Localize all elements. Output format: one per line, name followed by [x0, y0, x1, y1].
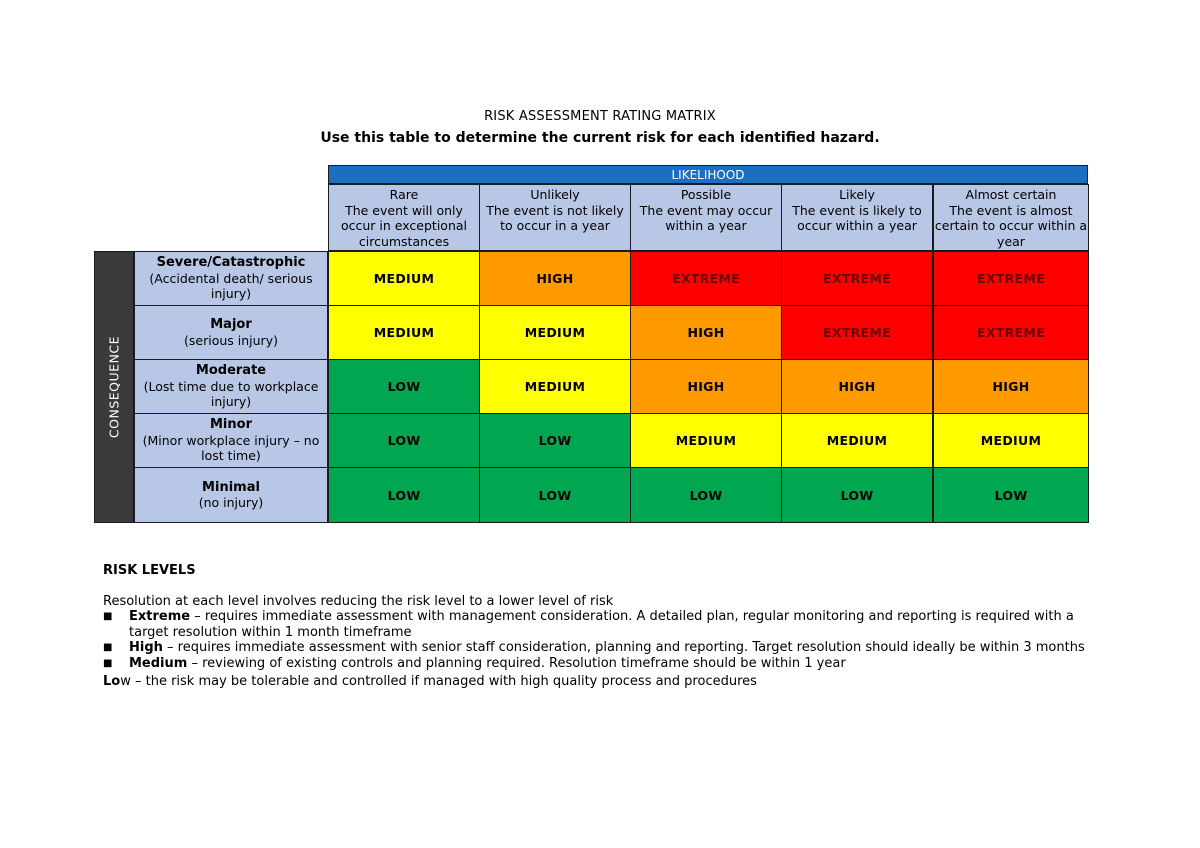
consequence-desc: (Lost time due to workplace injury)	[143, 378, 319, 410]
risk-cell: LOW	[328, 413, 480, 468]
page-title: RISK ASSESSMENT RATING MATRIX	[484, 109, 716, 124]
consequence-name: Major	[210, 317, 252, 332]
legend-item-high	[103, 640, 1103, 656]
bullet-icon: ■	[103, 611, 113, 622]
consequence-desc: (Minor workplace injury – no lost time)	[142, 432, 320, 464]
legend-text: – requires immediate assessment with management consideration. A detailed plan, regular monitoring and reporting is required with a target resolution within 1 month timeframe	[129, 609, 1074, 640]
risk-cell: HIGH	[630, 359, 782, 414]
risk-cell: EXTREME	[630, 251, 782, 306]
legend-text: w – the risk may be tolerable and controlled if managed with high quality process and procedures	[120, 674, 757, 689]
legend-intro: Resolution at each level involves reducing the risk level to a lower level of risk	[103, 593, 614, 609]
consequence-minor	[134, 413, 328, 468]
risk-cell: EXTREME	[933, 305, 1089, 360]
likelihood-unlikely	[479, 184, 631, 251]
risk-cell: HIGH	[630, 305, 782, 360]
risk-cell: MEDIUM	[479, 359, 631, 414]
likelihood-almost-certain	[933, 184, 1089, 251]
risk-cell: LOW	[328, 467, 480, 523]
risk-cell: MEDIUM	[328, 251, 480, 306]
legend-title: RISK LEVELS	[103, 563, 196, 578]
consequence-name: Minimal	[202, 479, 260, 495]
risk-cell: LOW	[479, 467, 631, 523]
legend-term: Extreme	[129, 609, 191, 624]
risk-cell: MEDIUM	[781, 413, 933, 468]
likelihood-name: Unlikely	[530, 187, 580, 202]
consequence-moderate	[134, 359, 328, 414]
consequence-severe	[134, 251, 328, 306]
legend-item-extreme	[103, 609, 1103, 640]
consequence-major	[134, 305, 328, 360]
risk-cell: MEDIUM	[328, 305, 480, 360]
likelihood-possible	[630, 184, 782, 251]
legend-term: High	[129, 640, 163, 655]
risk-cell: LOW	[630, 467, 782, 523]
likelihood-desc: The event is not likely to occur in a year	[486, 202, 624, 233]
likelihood-desc: The event is likely to occur within a year	[792, 202, 922, 233]
consequence-label: CONSEQUENCE	[106, 335, 122, 439]
legend-text: – requires immediate assessment with senior staff consideration, planning and reporting. Target resolution should ideally be within 3 months	[162, 640, 1085, 655]
likelihood-name: Almost certain	[965, 187, 1057, 202]
consequence-desc: (Accidental death/ serious injury)	[149, 270, 313, 302]
risk-cell: EXTREME	[781, 251, 933, 306]
consequence-minimal	[134, 467, 328, 523]
likelihood-name: Rare	[389, 187, 419, 202]
likelihood-name: Possible	[680, 187, 732, 202]
likelihood-desc: The event is almost certain to occur within a year	[934, 202, 1088, 249]
risk-cell: MEDIUM	[630, 413, 782, 468]
risk-cell: EXTREME	[933, 251, 1089, 306]
consequence-name: Severe/Catastrophic	[156, 255, 306, 271]
risk-cell: LOW	[781, 467, 933, 523]
consequence-bar	[94, 251, 134, 523]
risk-cell: MEDIUM	[479, 305, 631, 360]
legend-term: Lo	[103, 674, 121, 689]
risk-cell: HIGH	[781, 359, 933, 414]
likelihood-name: Likely	[839, 187, 875, 202]
likelihood-desc: The event may occur within a year	[639, 202, 773, 233]
likelihood-rare	[328, 184, 480, 251]
likelihood-desc: The event will only occur in exceptional circumstances	[340, 202, 468, 249]
likelihood-header: LIKELIHOOD	[328, 165, 1088, 184]
legend-term: Medium	[129, 655, 188, 671]
bullet-icon: ■	[103, 642, 113, 653]
legend-item-low	[103, 674, 1103, 690]
risk-cell: LOW	[479, 413, 631, 468]
consequence-desc: (serious injury)	[184, 332, 278, 348]
likelihood-likely	[781, 184, 933, 251]
risk-cell: LOW	[933, 467, 1089, 523]
legend-item-medium	[103, 656, 1103, 672]
risk-cell: HIGH	[479, 251, 631, 306]
risk-cell: MEDIUM	[933, 413, 1089, 468]
consequence-name: Minor	[210, 417, 252, 433]
page-subtitle: Use this table to determine the current risk for each identified hazard.	[320, 130, 880, 146]
consequence-name: Moderate	[195, 363, 267, 379]
risk-cell: EXTREME	[781, 305, 933, 360]
legend-text: – reviewing of existing controls and planning required. Resolution timeframe should be within 1 year	[187, 655, 846, 671]
risk-cell: HIGH	[933, 359, 1089, 414]
risk-levels-legend	[103, 563, 1103, 690]
consequence-desc: (no injury)	[198, 495, 264, 510]
bullet-icon: ■	[103, 657, 113, 669]
risk-cell: LOW	[328, 359, 480, 414]
